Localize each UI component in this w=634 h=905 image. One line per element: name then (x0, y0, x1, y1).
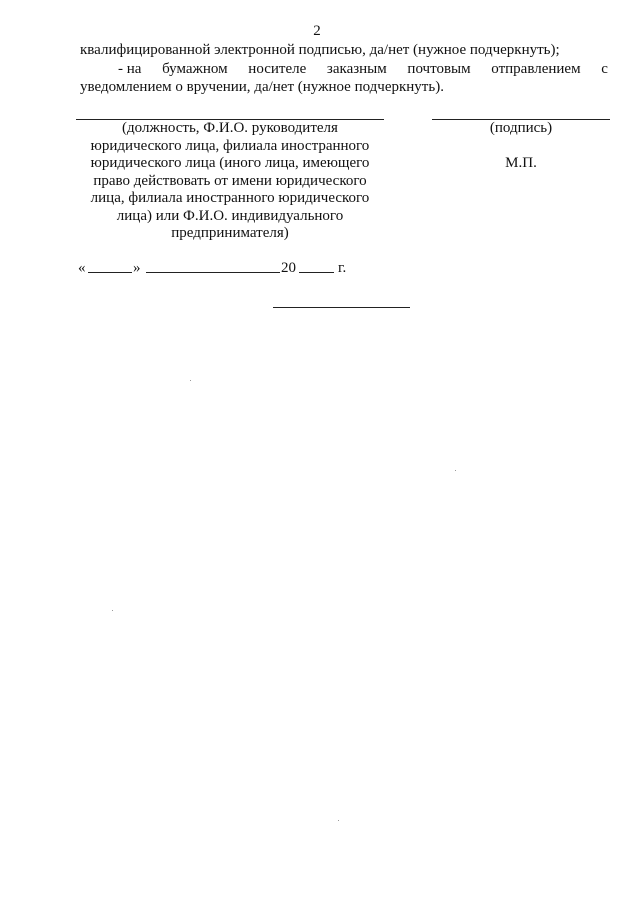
caption-line: лица) или Ф.И.О. индивидуального (116, 207, 344, 224)
date-quote-close: » (133, 260, 141, 276)
year-blank-line (299, 272, 334, 273)
body-line-2-word: почтовым (407, 61, 471, 77)
body-line-2 (118, 60, 608, 78)
caption-line: предпринимателя) (171, 225, 289, 241)
caption-line: (должность, Ф.И.О. руководителя (122, 120, 338, 136)
day-blank-line (88, 272, 132, 273)
caption-line: лица, филиала иностранного юридического (90, 190, 370, 206)
body-line-2-word: отправлением (491, 61, 581, 77)
closing-separator-line (273, 307, 410, 308)
page-number: 2 (313, 23, 321, 39)
caption-line: юридического лица, филиала иностранного (90, 137, 370, 154)
caption-line: юридического лица (иного лица, имеющего (90, 155, 370, 171)
seal-mark: М.П. (505, 155, 537, 171)
body-line-2-word: - на (118, 61, 142, 77)
scan-speck (455, 470, 456, 471)
year-prefix: 20 (281, 260, 296, 276)
year-suffix: г. (338, 260, 347, 276)
signature-caption: (подпись) (489, 120, 553, 136)
scan-speck (190, 380, 191, 381)
position-name-caption (76, 120, 384, 243)
date-quote-open: « (78, 260, 86, 276)
caption-line: право действовать от имени юридического (93, 172, 367, 189)
scan-speck (112, 610, 113, 611)
body-line-2-word: бумажном (162, 61, 228, 77)
body-line-3: уведомлением о вручении, да/нет (нужное подчеркнуть). (80, 79, 444, 95)
body-line-1: квалифицированной электронной подписью, да/нет (нужное подчеркнуть); (80, 42, 560, 58)
body-line-2-word: с (601, 61, 608, 77)
scan-speck (338, 820, 339, 821)
month-blank-line (146, 272, 280, 273)
body-line-2-word: заказным (326, 61, 387, 77)
body-line-2-word: носителе (248, 61, 307, 77)
